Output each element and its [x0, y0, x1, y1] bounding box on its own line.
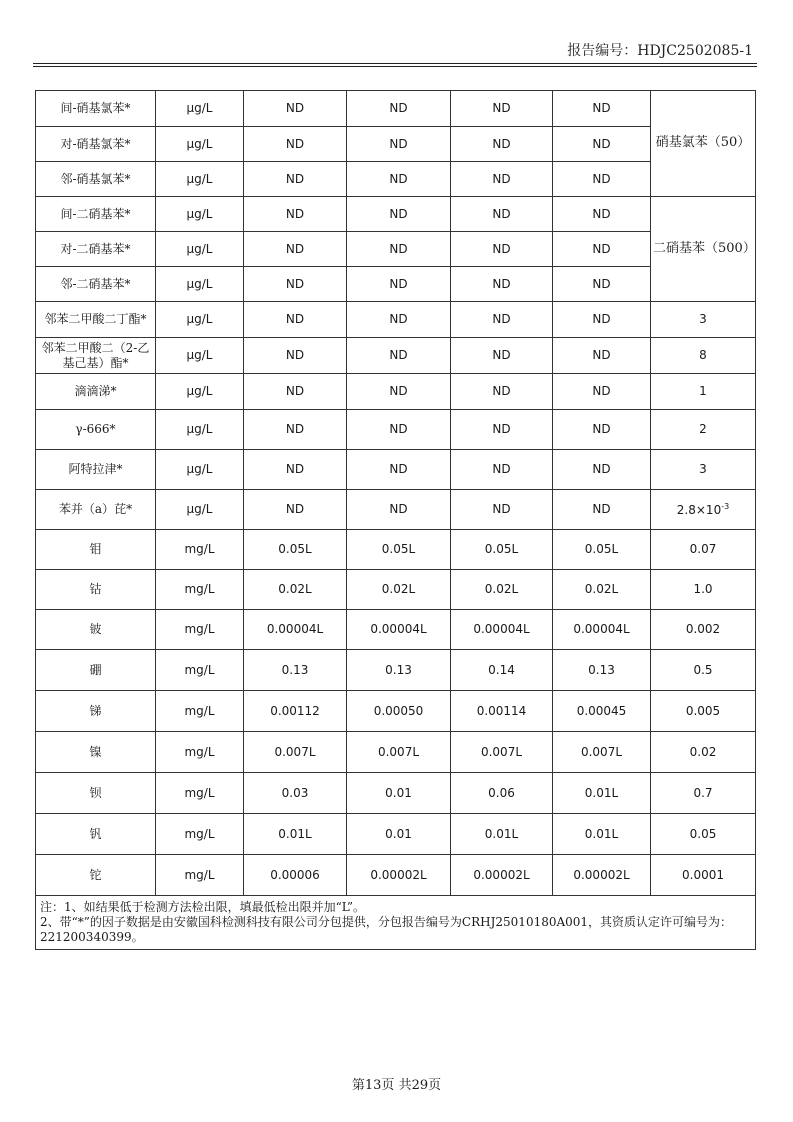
table-row [36, 374, 756, 410]
result-2: ND [347, 490, 451, 530]
table-row [36, 302, 756, 338]
unit: μg/L [156, 410, 244, 450]
result-2: ND [347, 338, 451, 374]
result-3: ND [451, 410, 553, 450]
header-rule [33, 63, 757, 64]
item-name: 铊 [36, 855, 156, 896]
header-rule-thin [33, 66, 757, 67]
result-3: 0.00114 [451, 691, 553, 732]
table-row [36, 610, 756, 650]
unit: mg/L [156, 855, 244, 896]
result-2: ND [347, 197, 451, 232]
result-2: 0.00004L [347, 610, 451, 650]
item-name: 间-硝基氯苯* [36, 91, 156, 127]
result-4: 0.00004L [553, 610, 651, 650]
result-1: 0.02L [244, 570, 347, 610]
limit-value: 0.02 [651, 732, 756, 773]
table-row [36, 197, 756, 232]
result-1: ND [244, 410, 347, 450]
limit-value: 硝基氯苯（50） [651, 91, 756, 197]
report-number: 报告编号：HDJC2502085-1 [567, 43, 753, 59]
result-1: ND [244, 127, 347, 162]
result-3: ND [451, 490, 553, 530]
unit: mg/L [156, 773, 244, 814]
limit-value: 0.5 [651, 650, 756, 691]
item-name: 钴 [36, 570, 156, 610]
result-1: 0.03 [244, 773, 347, 814]
result-3: ND [451, 232, 553, 267]
result-1: ND [244, 162, 347, 197]
limit-value: 2 [651, 410, 756, 450]
result-3: ND [451, 302, 553, 338]
result-1: ND [244, 197, 347, 232]
table-row [36, 91, 756, 127]
unit: μg/L [156, 91, 244, 127]
notes-row [36, 896, 756, 950]
result-2: ND [347, 232, 451, 267]
result-2: 0.01 [347, 814, 451, 855]
result-4: ND [553, 91, 651, 127]
limit-value: 0.07 [651, 530, 756, 570]
table-row [36, 410, 756, 450]
result-3: ND [451, 127, 553, 162]
result-3: 0.06 [451, 773, 553, 814]
result-1: ND [244, 374, 347, 410]
result-2: ND [347, 410, 451, 450]
result-4: 0.00002L [553, 855, 651, 896]
table-row [36, 691, 756, 732]
result-1: ND [244, 91, 347, 127]
limit-value: 0.7 [651, 773, 756, 814]
result-3: ND [451, 267, 553, 302]
unit: μg/L [156, 267, 244, 302]
table-row [36, 267, 756, 302]
item-name: 对-二硝基苯* [36, 232, 156, 267]
item-name: 滴滴涕* [36, 374, 156, 410]
result-1: 0.13 [244, 650, 347, 691]
table-row [36, 232, 756, 267]
unit: mg/L [156, 650, 244, 691]
limit-value: 0.0001 [651, 855, 756, 896]
result-4: ND [553, 490, 651, 530]
result-3: ND [451, 197, 553, 232]
result-4: 0.05L [553, 530, 651, 570]
note-line-2: 2、带“*”的因子数据是由安徽国科检测科技有限公司分包提供，分包报告编号为CRHJ25010180A001，其资质认定许可编号为：221200340399。 [40, 915, 733, 944]
table-row [36, 773, 756, 814]
result-2: ND [347, 302, 451, 338]
result-4: ND [553, 127, 651, 162]
limit-value: 0.005 [651, 691, 756, 732]
table-row [36, 855, 756, 896]
result-2: ND [347, 127, 451, 162]
limit-value: 0.002 [651, 610, 756, 650]
item-name: 硼 [36, 650, 156, 691]
item-name: 钒 [36, 814, 156, 855]
limit-mantissa: 2.8×10 [676, 502, 722, 517]
result-4: ND [553, 267, 651, 302]
unit: mg/L [156, 814, 244, 855]
result-3: ND [451, 374, 553, 410]
result-4: 0.01L [553, 814, 651, 855]
result-3: ND [451, 162, 553, 197]
table-row [36, 530, 756, 570]
table-row [36, 162, 756, 197]
table-row [36, 814, 756, 855]
result-1: ND [244, 490, 347, 530]
result-2: 0.05L [347, 530, 451, 570]
result-2: 0.01 [347, 773, 451, 814]
unit: μg/L [156, 197, 244, 232]
item-name: 阿特拉津* [36, 450, 156, 490]
table-row [36, 732, 756, 773]
unit: μg/L [156, 162, 244, 197]
item-name: 钼 [36, 530, 156, 570]
unit: μg/L [156, 232, 244, 267]
result-1: 0.007L [244, 732, 347, 773]
item-name: 间-二硝基苯* [36, 197, 156, 232]
result-4: 0.00045 [553, 691, 651, 732]
result-3: ND [451, 450, 553, 490]
table-row [36, 450, 756, 490]
limit-value: 1.0 [651, 570, 756, 610]
page-number: 第13页 共29页 [351, 1078, 442, 1093]
unit: mg/L [156, 530, 244, 570]
result-1: ND [244, 302, 347, 338]
result-4: ND [553, 374, 651, 410]
result-2: 0.00002L [347, 855, 451, 896]
unit: μg/L [156, 450, 244, 490]
result-3: 0.007L [451, 732, 553, 773]
notes [36, 896, 756, 950]
unit: mg/L [156, 570, 244, 610]
unit: mg/L [156, 691, 244, 732]
limit-value: 1 [651, 374, 756, 410]
result-1: 0.00004L [244, 610, 347, 650]
result-1: ND [244, 232, 347, 267]
result-4: 0.13 [553, 650, 651, 691]
result-1: ND [244, 267, 347, 302]
result-3: ND [451, 91, 553, 127]
table-row [36, 570, 756, 610]
unit: μg/L [156, 302, 244, 338]
item-name: 邻苯二甲酸二丁酯* [36, 302, 156, 338]
item-name: 邻-二硝基苯* [36, 267, 156, 302]
limit-exponent: -3 [721, 501, 730, 511]
result-4: ND [553, 410, 651, 450]
result-3: 0.05L [451, 530, 553, 570]
item-name: 对-硝基氯苯* [36, 127, 156, 162]
unit: μg/L [156, 127, 244, 162]
item-name: γ-666* [36, 410, 156, 450]
item-name: 邻-硝基氯苯* [36, 162, 156, 197]
result-3: 0.02L [451, 570, 553, 610]
unit: mg/L [156, 732, 244, 773]
table-row [36, 127, 756, 162]
result-4: 0.01L [553, 773, 651, 814]
result-2: 0.007L [347, 732, 451, 773]
result-4: ND [553, 162, 651, 197]
result-4: 0.02L [553, 570, 651, 610]
item-name: 钡 [36, 773, 156, 814]
result-1: 0.01L [244, 814, 347, 855]
item-name: 铍 [36, 610, 156, 650]
result-3: 0.00002L [451, 855, 553, 896]
result-2: ND [347, 162, 451, 197]
limit-value: 3 [651, 302, 756, 338]
unit: mg/L [156, 610, 244, 650]
result-3: 0.00004L [451, 610, 553, 650]
result-2: ND [347, 267, 451, 302]
limit-value: 0.05 [651, 814, 756, 855]
result-1: ND [244, 450, 347, 490]
limit-value: 二硝基苯（500） [651, 197, 756, 302]
results-table [35, 90, 756, 950]
result-2: ND [347, 91, 451, 127]
unit: μg/L [156, 490, 244, 530]
result-2: ND [347, 374, 451, 410]
item-name: 苯并（a）芘* [36, 490, 156, 530]
result-2: ND [347, 450, 451, 490]
result-1: 0.05L [244, 530, 347, 570]
table-row [36, 490, 756, 530]
unit: μg/L [156, 374, 244, 410]
result-1: 0.00006 [244, 855, 347, 896]
result-3: 0.01L [451, 814, 553, 855]
result-4: 0.007L [553, 732, 651, 773]
result-3: 0.14 [451, 650, 553, 691]
limit-value [651, 490, 756, 530]
limit-value: 8 [651, 338, 756, 374]
limit-value: 3 [651, 450, 756, 490]
result-2: 0.00050 [347, 691, 451, 732]
result-1: ND [244, 338, 347, 374]
result-4: ND [553, 302, 651, 338]
item-name: 邻苯二甲酸二（2-乙基己基）酯* [36, 338, 156, 374]
result-2: 0.02L [347, 570, 451, 610]
item-name: 镍 [36, 732, 156, 773]
result-4: ND [553, 232, 651, 267]
table-row [36, 338, 756, 374]
item-name: 锑 [36, 691, 156, 732]
result-4: ND [553, 450, 651, 490]
result-1: 0.00112 [244, 691, 347, 732]
unit: μg/L [156, 338, 244, 374]
table-row [36, 650, 756, 691]
result-4: ND [553, 197, 651, 232]
result-4: ND [553, 338, 651, 374]
result-3: ND [451, 338, 553, 374]
note-line-1: 注：1、如结果低于检测方法检出限，填最低检出限并加“L”。 [40, 900, 365, 914]
result-2: 0.13 [347, 650, 451, 691]
